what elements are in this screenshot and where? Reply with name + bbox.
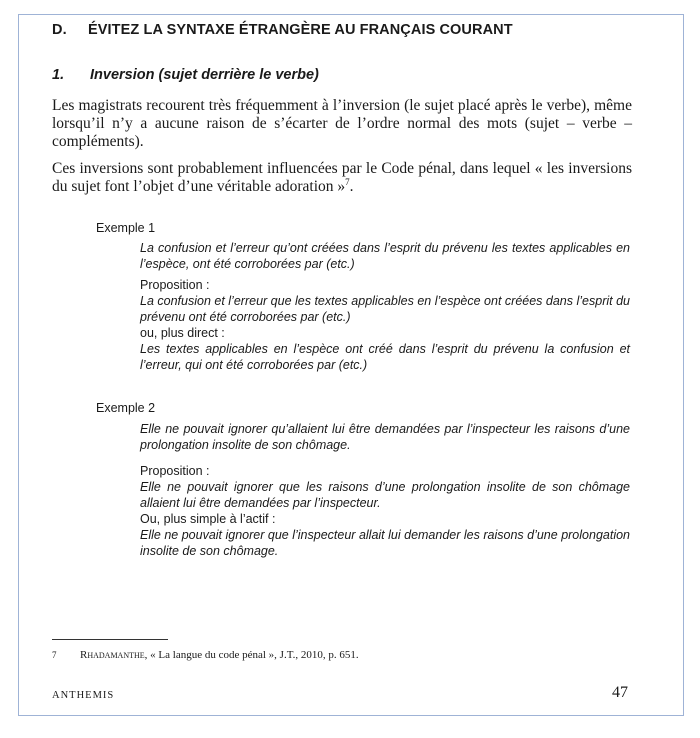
example-1-label: Exemple 1 [96, 221, 156, 235]
section-title: ÉVITEZ LA SYNTAXE ÉTRANGÈRE AU FRANÇAIS COURANT [88, 22, 513, 38]
example-1-proposition: La confusion et l’erreur que les textes applicables en l’espèce ont créées dans l’esprit du prévenu ont été corroborées par (etc.) [140, 294, 630, 324]
footnote-reference[interactable]: 7 [345, 176, 350, 187]
section-heading [52, 22, 513, 38]
example-1-block [140, 240, 630, 373]
paragraph-2: Ces inversions sont probablement influencées par le Code pénal, dans lequel « les inversions du sujet font l’objet d’une véritable adoration »$^7$. [52, 160, 632, 195]
subsection-heading [52, 67, 319, 83]
paragraph-2-text: Ces inversions sont probablement influencées par le Code pénal, dans lequel « les inversions du sujet font l’objet d’une véritable adoration » [52, 160, 632, 195]
footnote-divider [52, 639, 168, 640]
publisher-name: ANTHEMIS [52, 690, 115, 701]
footnote [52, 649, 359, 661]
example-1-alt: Les textes applicables en l’espèce ont créé dans l’esprit du prévenu la confusion et l’erreur, qui ont été corroborées par (etc.) [140, 342, 630, 372]
example-2-block [140, 421, 630, 559]
example-2-label: Exemple 2 [96, 401, 156, 415]
subsection-title: Inversion (sujet derrière le verbe) [90, 67, 319, 83]
example-2-proposition: Elle ne pouvait ignorer que les raisons d’une prolongation insolite de son chômage allaient lui être demandées par l’inspecteur. [140, 480, 630, 510]
example-1-alt-label: ou, plus direct : [140, 326, 225, 340]
footnote-author: Rhadamanthe [80, 649, 145, 661]
example-1-original: La confusion et l’erreur qu’ont créées dans l’esprit du prévenu les textes applicables en l’espèce, ont été corroborées par (etc.) [140, 241, 630, 271]
paragraph-1: Les magistrats recourent très fréquemment à l’inversion (le sujet placé après le verbe), même lorsqu’il n’y a aucune raison de s’écarter de l’ordre normal des mots (sujet – verbe – compléments). [52, 97, 632, 150]
example-2-proposition-label: Proposition : [140, 464, 210, 478]
section-letter: D. [52, 22, 67, 38]
example-1-proposition-label: Proposition : [140, 278, 210, 292]
page-number: 47 [612, 684, 628, 701]
subsection-number: 1. [52, 67, 65, 83]
example-2-original: Elle ne pouvait ignorer qu’allaient lui être demandées par l’inspecteur les raisons d’une prolongation insolite de son chômage. [140, 422, 630, 452]
footnote-text: , « La langue du code pénal », J.T., 2010, p. 651. [144, 649, 359, 661]
footnote-number: 7 [52, 650, 57, 660]
example-2-alt-label: Ou, plus simple à l’actif : [140, 512, 276, 526]
example-2-alt: Elle ne pouvait ignorer que l’inspecteur allait lui demander les raisons d’une prolongation insolite de son chômage. [140, 528, 630, 558]
